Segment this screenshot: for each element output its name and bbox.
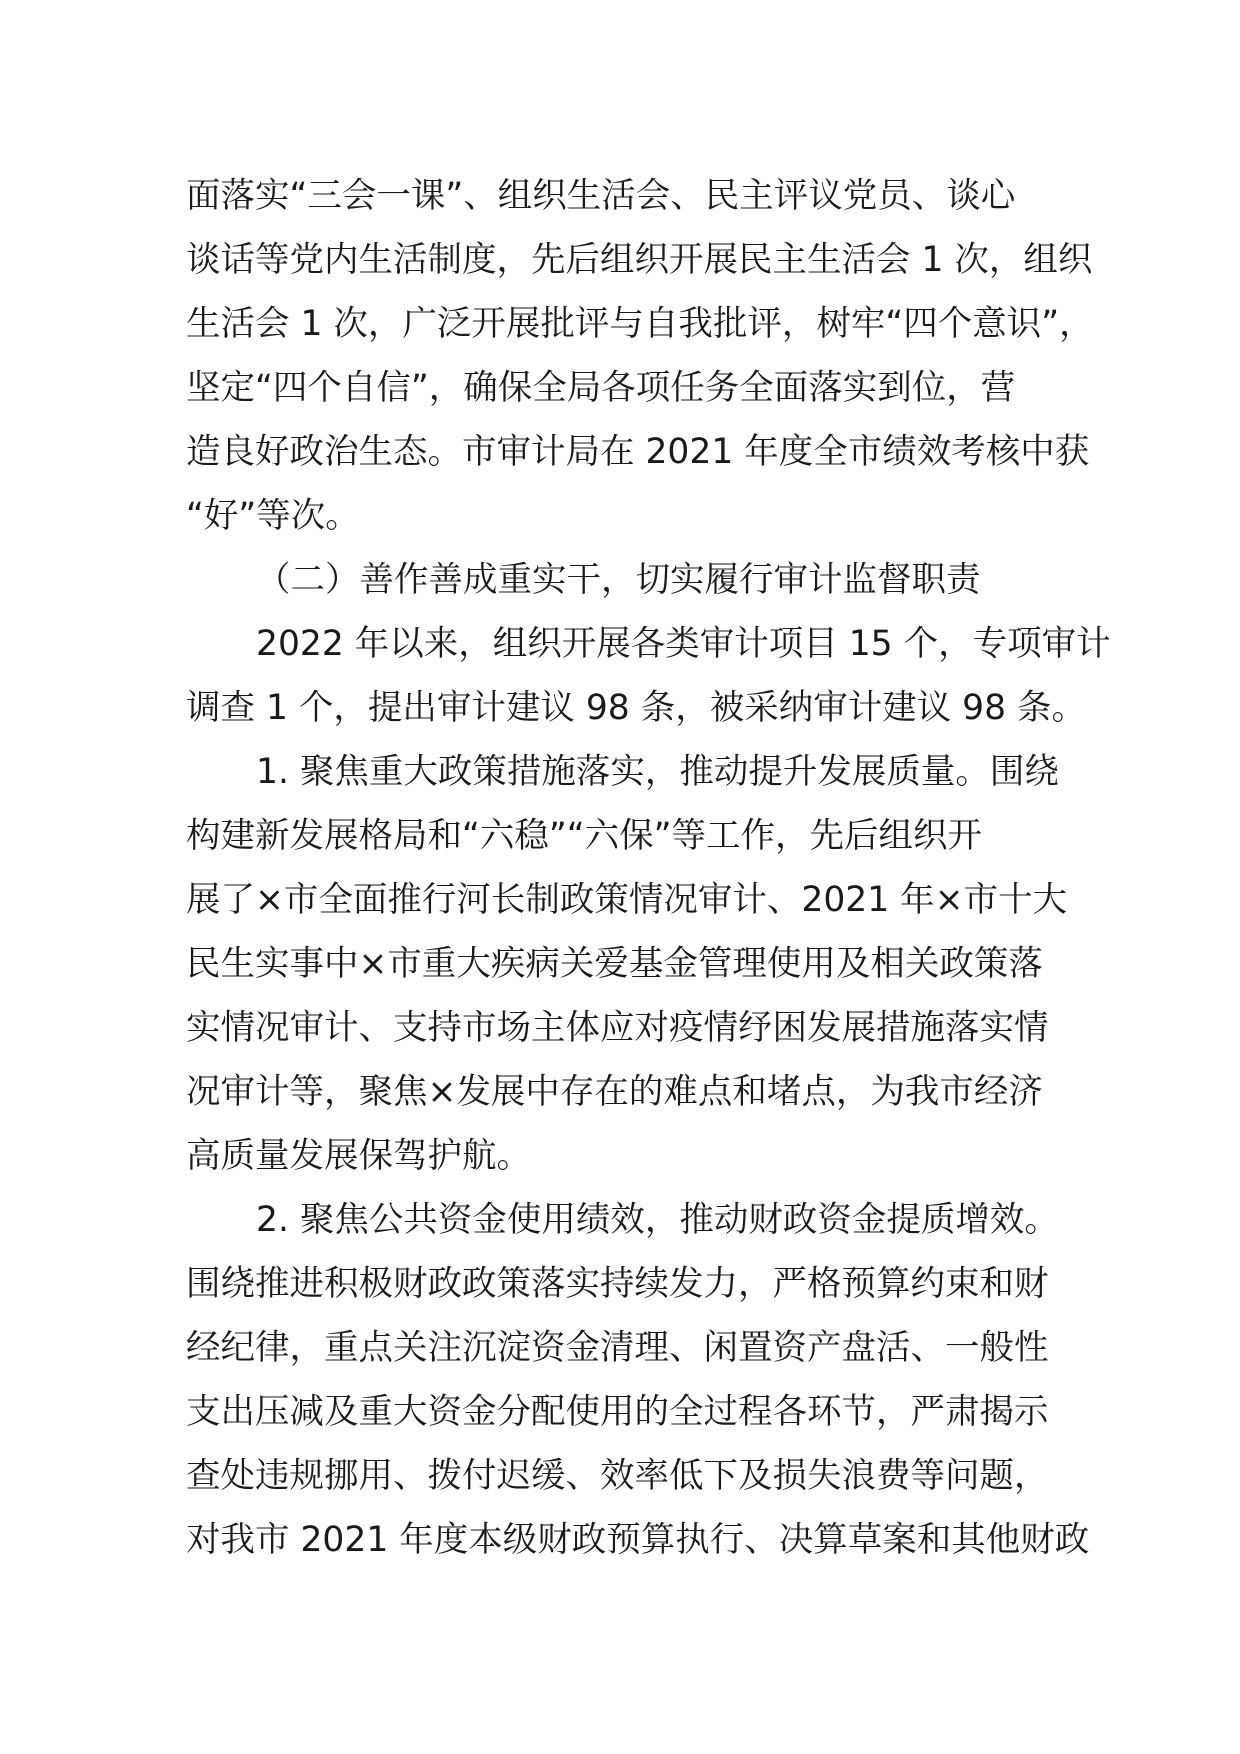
numbered-paragraph-lead: 1. 聚焦重大政策措施落实，推动提升发展质量。围绕: [256, 752, 1059, 792]
numbered-paragraph-lead: 2. 聚焦公共资金使用绩效，推动财政资金提质增效。: [256, 1200, 1059, 1240]
body-text-line: 民生实事中×市重大疾病关爱基金管理使用及相关政策落: [186, 944, 1043, 984]
body-text-line: 围绕推进积极财政政策落实持续发力，严格预算约束和财: [186, 1264, 1049, 1304]
body-text-line: 谈话等党内生活制度，先后组织开展民主生活会 1 次，组织: [186, 240, 1093, 280]
body-text-line: 生活会 1 次，广泛开展批评与自我批评，树牢“四个意识”，: [186, 304, 1094, 344]
section-heading: （二）善作善成重实干，切实履行审计监督职责: [256, 560, 981, 600]
body-text-line: 查处违规挪用、拨付迟缓、效率低下及损失浪费等问题，: [186, 1456, 1049, 1496]
body-text-line: 坚定“四个自信”，确保全局各项任务全面落实到位，营: [186, 368, 1016, 408]
body-text-line: 经纪律，重点关注沉淀资金清理、闲置资产盘活、一般性: [186, 1328, 1049, 1368]
body-text-line: 构建新发展格局和“六稳”“六保”等工作，先后组织开: [186, 816, 982, 856]
body-text-line: 造良好政治生态。市审计局在 2021 年度全市绩效考核中获: [186, 432, 1090, 472]
body-text-line: 支出压减及重大资金分配使用的全过程各环节，严肃揭示: [186, 1392, 1049, 1432]
body-text-line: 高质量发展保驾护航。: [186, 1136, 531, 1176]
body-text-line: 调查 1 个，提出审计建议 98 条，被采纳审计建议 98 条。: [186, 688, 1087, 728]
body-text-line: 面落实“三会一课”、组织生活会、民主评议党员、谈心: [186, 176, 1016, 216]
body-text-line: 展了×市全面推行河长制政策情况审计、2021 年×市十大: [186, 880, 1068, 920]
body-text-line: 实情况审计、支持市场主体应对疫情纾困发展措施落实情: [186, 1008, 1049, 1048]
body-text-line: 2022 年以来，组织开展各类审计项目 15 个，专项审计: [256, 624, 1111, 664]
body-text-line: 对我市 2021 年度本级财政预算执行、决算草案和其他财政: [186, 1520, 1090, 1560]
body-text-line: “好”等次。: [186, 496, 360, 536]
body-text-line: 况审计等，聚焦×发展中存在的难点和堵点，为我市经济: [186, 1072, 1043, 1112]
